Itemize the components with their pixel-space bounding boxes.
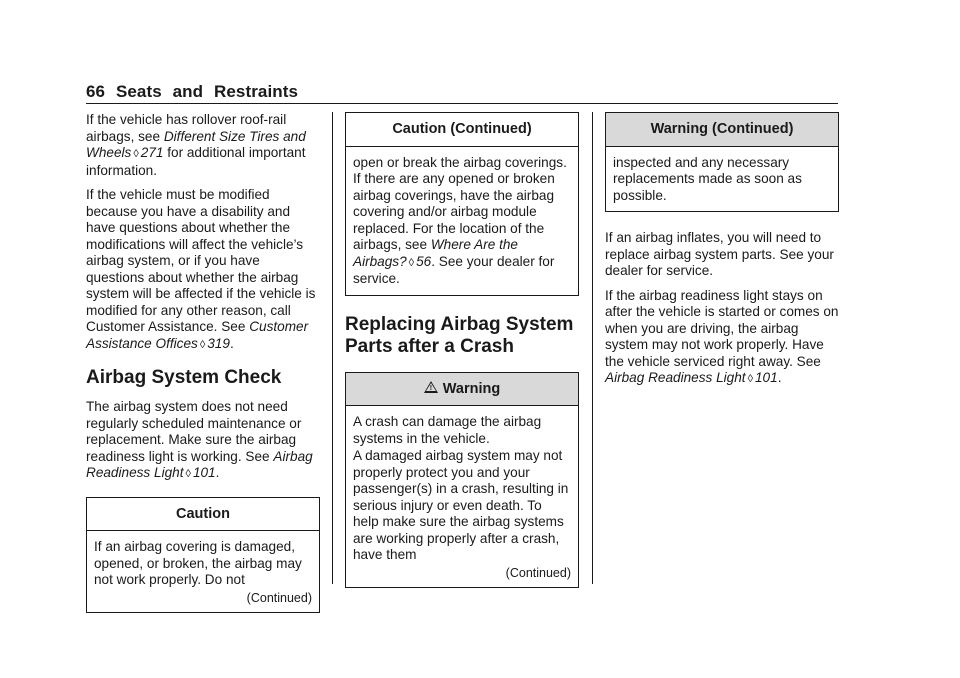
caution-text: If an airbag covering is damaged, opened, or broken, the airbag may not work properly. Do not [94, 539, 302, 587]
cross-reference-link[interactable]: Different Size Tires and Wheels [86, 128, 306, 160]
continued-label: (Continued) [246, 590, 312, 605]
caution-box [86, 497, 320, 614]
warning-text: A crash can damage the airbag systems in the vehicle. [353, 414, 542, 446]
page-ref[interactable]: 56 [416, 253, 432, 269]
page-ref[interactable]: 101 [755, 370, 778, 385]
section-heading: Replacing Airbag System Parts after a Crash [345, 313, 574, 357]
warning-box [345, 372, 579, 589]
cross-reference-link[interactable]: Where Are the Airbags? [353, 237, 518, 269]
section-title: Seats and Restraints [115, 82, 299, 101]
caution-title: Caution (Continued) [346, 113, 578, 147]
page-ref-icon: ◊ [747, 373, 753, 385]
paragraph: If the vehicle has rollover roof-rail airbags, see Different Size Tires and Wheels ◊ 271 for additional important information. [86, 112, 306, 178]
column-divider [332, 112, 333, 584]
warning-text: A damaged airbag system may not properly protect you and your passenger(s) in a crash, resulting in serious injury or even death. To help make sure the airbag systems are working properly after a crash, have them [353, 448, 569, 562]
paragraph: If the vehicle must be modified because you have a disability and have questions about whether the modifications will affect the vehicle’s airbag system, or if you have questions about whether the airbag system will be affected if the vehicle is modified for any other reason, call Customer Assistance. See Customer Assistance Offices ◊ 319. [86, 187, 316, 351]
column-3 [605, 112, 839, 396]
caution-continued-box [345, 112, 579, 296]
column-divider [592, 112, 593, 584]
warning-title: Warning [442, 380, 501, 397]
column-1 [86, 112, 320, 613]
warning-title-bar [346, 373, 578, 407]
page-ref-icon: ◊ [133, 148, 139, 160]
cross-reference-link[interactable]: Customer Assistance Offices [86, 319, 309, 351]
column-2 [345, 112, 579, 588]
page-header [86, 82, 298, 102]
continued-label: (Continued) [505, 565, 571, 580]
page-ref[interactable]: 101 [192, 465, 216, 480]
paragraph: The airbag system does not need regularly scheduled maintenance or replacement. Make sure the airbag readiness light is working. See Airbag Readiness Light ◊ 101. [86, 399, 313, 480]
page-ref-icon: ◊ [199, 338, 206, 351]
warning-triangle-icon: ! [424, 381, 438, 393]
page-number: 66 [86, 82, 106, 101]
paragraph: If the airbag readiness light stays on after the vehicle is started or comes on when you are driving, the airbag system may not work properly. Have the vehicle serviced right away. See Airbag Readiness Light ◊ 101. [605, 287, 839, 385]
cross-reference-link[interactable]: Airbag Readiness Light [605, 370, 746, 385]
caution-text: open or break the airbag coverings. If there are any opened or broken airbag coverings, have the airbag covering and/or airbag module replaced. For the location of the airbags, see Where Are the Airbags? ◊ 56. See your dealer for service. [353, 154, 567, 286]
paragraph: If an airbag inflates, you will need to replace airbag system parts. See your dealer for service. [605, 230, 834, 278]
header-rule [86, 103, 838, 104]
cross-reference-link[interactable]: Airbag Readiness Light [86, 448, 313, 480]
page-ref-icon: ◊ [408, 256, 415, 269]
section-heading: Airbag System Check [86, 367, 282, 388]
warning-text: inspected and any necessary replacements made as soon as possible. [613, 154, 802, 203]
warning-title: Warning (Continued) [606, 113, 838, 147]
page-ref-icon: ◊ [185, 468, 191, 480]
page-ref[interactable]: 319 [207, 335, 230, 351]
page-ref[interactable]: 271 [140, 145, 164, 160]
warning-continued-box [605, 112, 839, 212]
caution-title: Caution [87, 498, 319, 532]
